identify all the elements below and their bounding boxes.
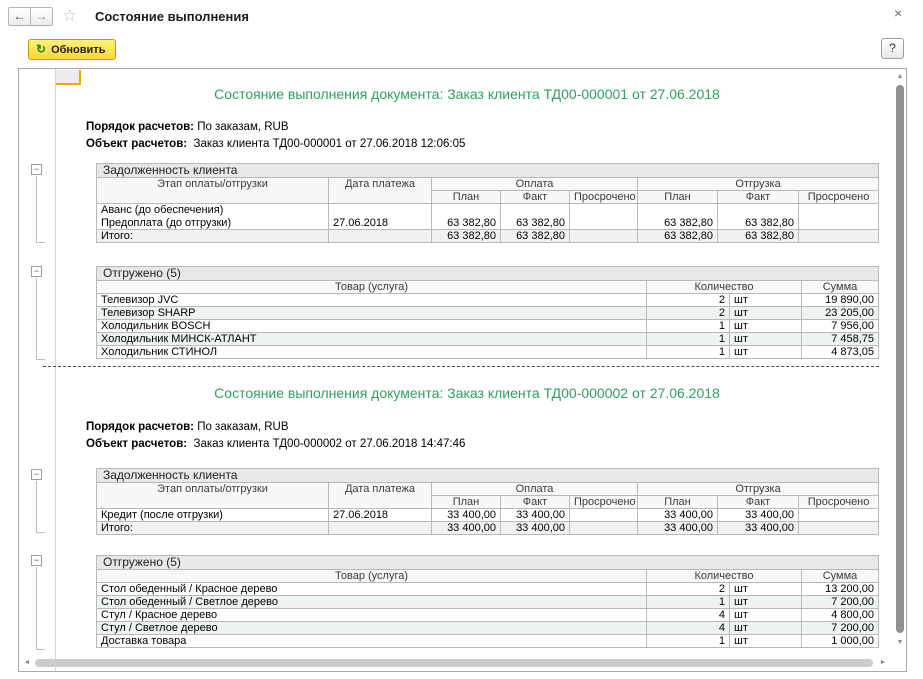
table-cell [799,522,879,535]
table-row [97,609,879,622]
column-group-header: Отгрузка [638,483,879,496]
header-row [97,483,879,496]
table-cell [799,204,879,217]
horizontal-scrollbar-thumb[interactable] [35,659,873,667]
table-cell: 33 400,00 [638,509,718,522]
debt-table [96,163,879,243]
table-row [97,583,879,596]
column-header: Факт [718,191,799,204]
table-cell: Холодильник СТИНОЛ [97,346,647,359]
table-cell [638,204,718,217]
header-row [97,178,879,191]
collapse-group-button[interactable]: − [31,469,42,480]
page-title: Состояние выполнения [95,9,249,24]
table-cell [329,522,432,535]
payment-order-value: По заказам, RUB [197,121,289,133]
table-cell [570,204,638,217]
selected-cell-cursor [56,70,81,85]
table-row [97,230,879,243]
column-header: Просрочено [570,191,638,204]
column-header: Просрочено [570,496,638,509]
table-row [97,294,879,307]
table-cell: шт [730,609,802,622]
column-group-header: Оплата [432,178,638,191]
column-header: Просрочено [799,496,879,509]
shipped-table [96,266,879,359]
table-row [97,622,879,635]
collapse-group-button[interactable]: − [31,266,42,277]
column-header: Товар (услуга) [97,570,647,583]
table-cell: 33 400,00 [638,522,718,535]
table-cell [570,217,638,230]
payment-order-label: Порядок расчетов: [86,421,194,433]
column-header: План [638,191,718,204]
column-group-header: Отгрузка [638,178,879,191]
forward-button[interactable] [30,7,53,26]
table-row [97,522,879,535]
section-title-row [97,469,879,483]
table-cell: 1 [647,320,730,333]
column-header: Количество [647,570,802,583]
table-cell [718,204,799,217]
toolbar [0,34,923,66]
column-header: Сумма [802,281,879,294]
table-cell: Стол обеденный / Красное дерево [97,583,647,596]
column-header: Факт [501,191,570,204]
table-cell: Кредит (после отгрузки) [97,509,329,522]
table-cell: 63 382,80 [638,217,718,230]
table-cell: 63 382,80 [718,217,799,230]
section-title-row [97,164,879,178]
back-button[interactable] [8,7,31,26]
payment-order-label: Порядок расчетов: [86,121,194,133]
table-row [97,596,879,609]
report-sheet [18,68,907,672]
table-cell: 19 890,00 [802,294,879,307]
table-cell: 63 382,80 [638,230,718,243]
scroll-left-icon[interactable]: ◄ [23,659,31,666]
table-cell: 2 [647,294,730,307]
table-cell: 33 400,00 [501,522,570,535]
table-cell: Стол обеденный / Светлое дерево [97,596,647,609]
table-cell: 4 873,05 [802,346,879,359]
table-row [97,217,879,230]
scroll-right-icon[interactable]: ► [879,659,887,666]
table-cell: 7 200,00 [802,596,879,609]
scroll-down-icon[interactable]: ▼ [896,639,904,646]
collapse-group-button[interactable]: − [31,164,42,175]
table-cell: 7 200,00 [802,622,879,635]
table-cell [799,509,879,522]
shipped-table [96,555,879,648]
help-icon: ? [889,41,896,55]
column-group-header: Оплата [432,483,638,496]
table-row [97,509,879,522]
section-title-row [97,267,879,281]
table-cell: 1 000,00 [802,635,879,648]
table-row [97,333,879,346]
group-bracket [36,567,45,650]
column-header: Дата платежа [329,483,432,509]
section-title: Задолженность клиента [97,164,879,178]
table-cell: 4 [647,609,730,622]
table-row [97,346,879,359]
table-cell: 13 200,00 [802,583,879,596]
section-title: Задолженность клиента [97,469,879,483]
back-arrow-icon: ← [13,9,26,23]
settlement-object-value: Заказ клиента ТД00-000001 от 27.06.2018 12:06:05 [193,138,466,150]
table-cell: 4 800,00 [802,609,879,622]
group-margin-divider [55,69,56,672]
table-cell: Холодильник BOSCH [97,320,647,333]
table-cell [570,522,638,535]
settlement-object-line [86,137,465,151]
table-cell: 63 382,80 [432,217,501,230]
table-cell: 63 382,80 [718,230,799,243]
section-title: Отгружено (5) [97,556,879,570]
table-cell [329,230,432,243]
table-cell: 1 [647,596,730,609]
table-cell: шт [730,294,802,307]
table-cell: 63 382,80 [501,217,570,230]
table-cell: шт [730,307,802,320]
help-button[interactable] [881,38,904,59]
table-cell: шт [730,583,802,596]
table-row [97,307,879,320]
table-cell: Аванс (до обеспечения) [97,204,329,217]
table-cell [570,509,638,522]
table-cell: 1 [647,635,730,648]
payment-order-line [86,120,289,134]
table-cell: Стул / Светлое дерево [97,622,647,635]
table-cell: 63 382,80 [432,230,501,243]
table-cell: 1 [647,346,730,359]
table-cell: 27.06.2018 [329,509,432,522]
document-title: Состояние выполнения документа: Заказ клиента ТД00-000001 от 27.06.2018 [214,86,720,102]
table-cell: 1 [647,333,730,346]
table-cell: 7 458,75 [802,333,879,346]
forward-arrow-icon: → [35,9,48,23]
table-cell: Телевизор SHARP [97,307,647,320]
payment-order-line [86,420,289,434]
column-header: Товар (услуга) [97,281,647,294]
table-cell: Предоплата (до отгрузки) [97,217,329,230]
column-header: Дата платежа [329,178,432,204]
refresh-button-label: Обновить [51,44,106,56]
table-cell: 63 382,80 [501,230,570,243]
table-row [97,635,879,648]
scroll-up-icon[interactable]: ▲ [896,73,904,80]
table-cell: Стул / Красное дерево [97,609,647,622]
column-header: План [432,191,501,204]
group-bracket [36,481,45,533]
group-bracket [36,278,45,360]
page-break-divider [43,366,879,367]
favorite-star-icon[interactable]: ☆ [62,6,78,25]
table-cell: шт [730,622,802,635]
section-title-row [97,556,879,570]
column-header: Количество [647,281,802,294]
column-header: План [432,496,501,509]
group-bracket [36,176,45,243]
column-header: Факт [718,496,799,509]
header-row [97,281,879,294]
table-cell [329,204,432,217]
table-cell: 4 [647,622,730,635]
table-cell [501,204,570,217]
refresh-button[interactable] [28,39,116,60]
collapse-group-button[interactable]: − [31,555,42,566]
table-cell: Итого: [97,522,329,535]
table-cell: Холодильник МИНСК-АТЛАНТ [97,333,647,346]
table-cell: 33 400,00 [718,509,799,522]
settlement-object-label: Объект расчетов: [86,438,188,450]
table-cell [799,230,879,243]
column-header: Просрочено [799,191,879,204]
table-cell [570,230,638,243]
table-cell: шт [730,346,802,359]
payment-order-value: По заказам, RUB [197,421,289,433]
settlement-object-label: Объект расчетов: [86,138,188,150]
settlement-object-value: Заказ клиента ТД00-000002 от 27.06.2018 14:47:46 [193,438,466,450]
document-title: Состояние выполнения документа: Заказ клиента ТД00-000002 от 27.06.2018 [214,385,720,401]
close-icon[interactable]: × [894,5,903,21]
title-bar [0,0,923,34]
table-cell [799,217,879,230]
table-cell: 2 [647,307,730,320]
table-cell: 27.06.2018 [329,217,432,230]
refresh-icon: ↻ [36,42,47,56]
table-cell: 23 205,00 [802,307,879,320]
settlement-object-line [86,437,465,451]
table-cell: Телевизор JVC [97,294,647,307]
column-header: План [638,496,718,509]
table-cell: шт [730,333,802,346]
vertical-scrollbar-thumb[interactable] [896,85,904,633]
table-cell: 7 956,00 [802,320,879,333]
table-cell: 33 400,00 [432,509,501,522]
table-cell: Доставка товара [97,635,647,648]
table-row [97,320,879,333]
table-cell: шт [730,596,802,609]
table-cell: 33 400,00 [501,509,570,522]
table-cell: шт [730,635,802,648]
table-cell: Итого: [97,230,329,243]
section-title: Отгружено (5) [97,267,879,281]
table-cell [432,204,501,217]
column-header: Сумма [802,570,879,583]
column-header: Этап оплаты/отгрузки [97,178,329,204]
table-cell: 33 400,00 [718,522,799,535]
debt-table [96,468,879,535]
column-header: Факт [501,496,570,509]
table-cell: шт [730,320,802,333]
table-cell: 2 [647,583,730,596]
header-row [97,570,879,583]
table-row [97,204,879,217]
column-header: Этап оплаты/отгрузки [97,483,329,509]
table-cell: 33 400,00 [432,522,501,535]
